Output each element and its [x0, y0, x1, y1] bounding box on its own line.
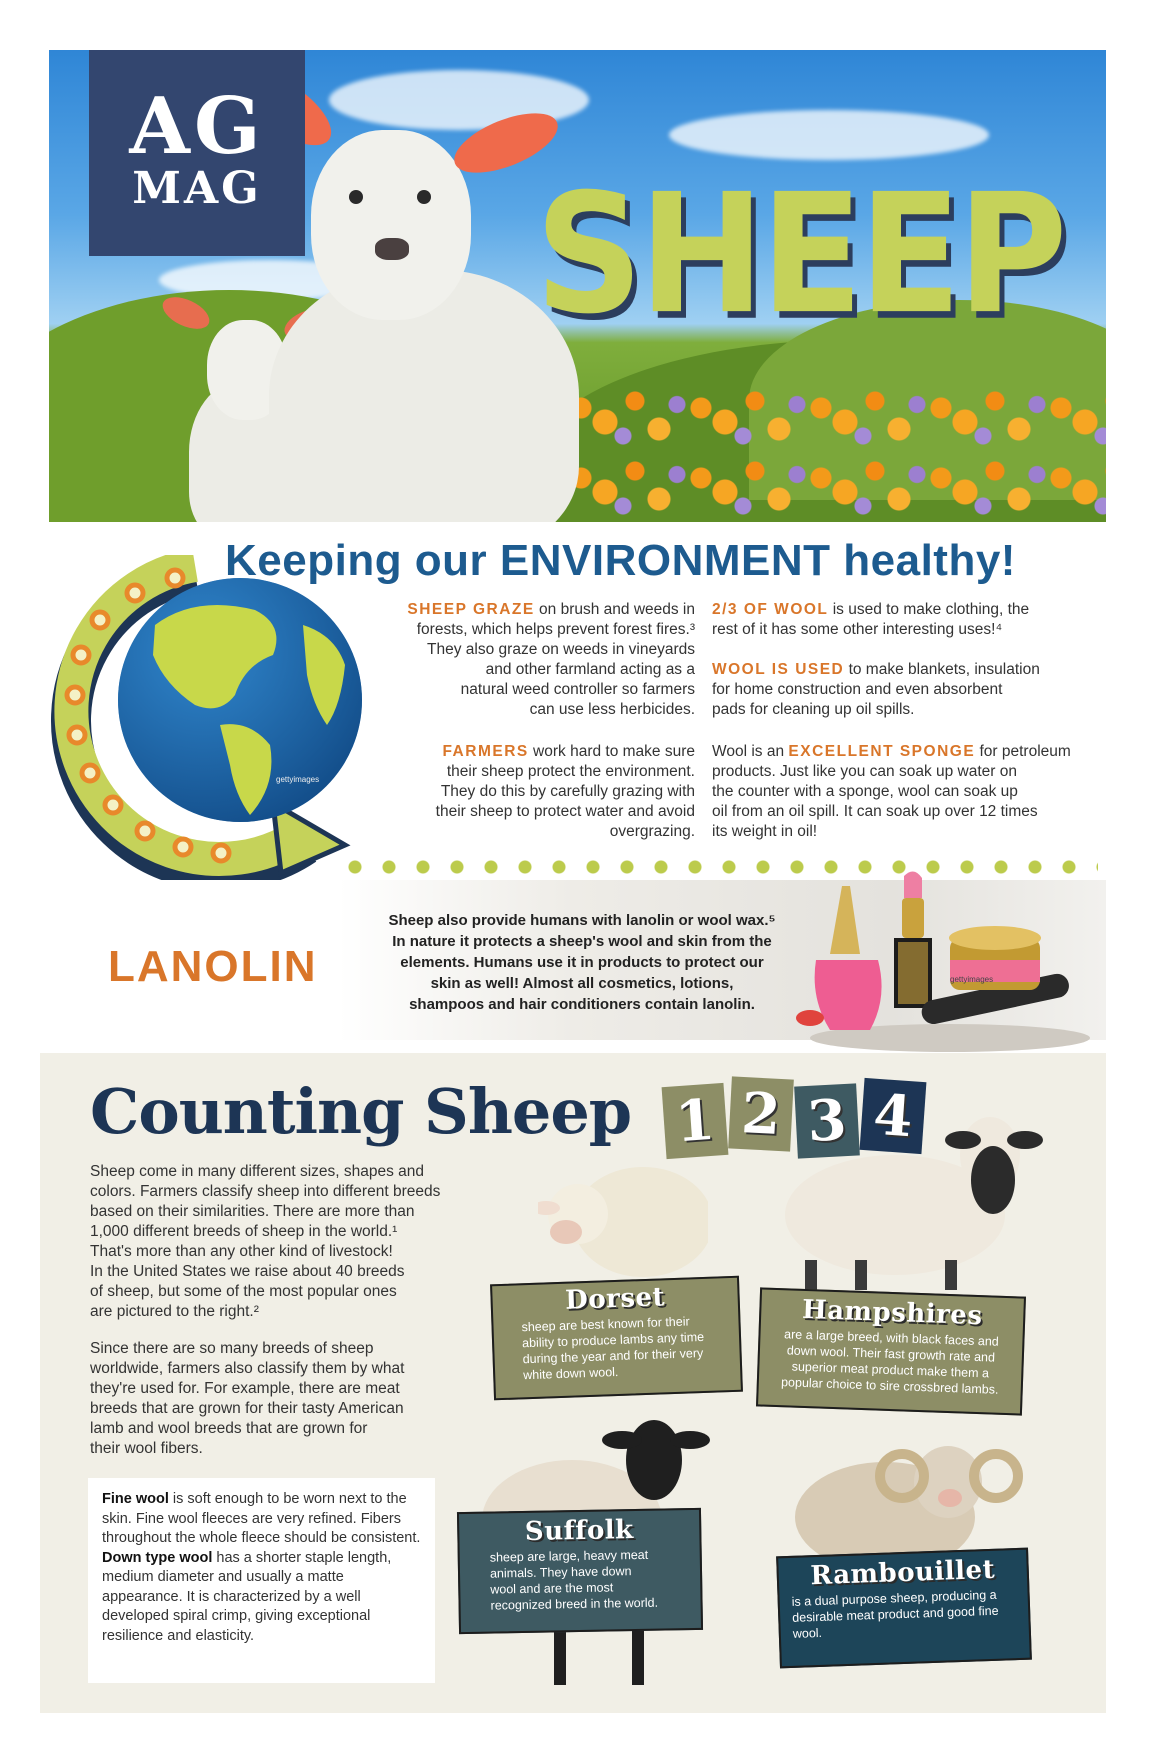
env-text: They do this by carefully grazing with [440, 783, 695, 800]
getty-credit: gettyimages [950, 975, 994, 984]
counting-text-line: 1,000 different breeds of sheep in the world.¹ [90, 1223, 398, 1240]
counting-paragraph-1 [90, 1162, 510, 1322]
down-wool-text [102, 1549, 421, 1647]
env-text: pads for cleaning up oil spills. [712, 701, 915, 718]
lanolin-heading: LANOLIN [108, 942, 318, 991]
env-text: for petroleum [975, 743, 1071, 760]
counting-text-line: lamb and wool breeds that are grown for [90, 1420, 368, 1437]
breed-card-rambouillet [776, 1548, 1032, 1669]
env-text: products. Just like you can soak up water on [712, 763, 1017, 780]
counting-text-line: That's more than any other kind of livestock! [90, 1243, 393, 1260]
ag-mag-logo [89, 50, 305, 256]
cloud [669, 110, 989, 160]
env-text: Wool is an [712, 743, 789, 760]
lanolin-text-line: Sheep also provide humans with lanolin or wool wax.⁵ [388, 912, 776, 929]
highlight-sheep-graze: SHEEP GRAZE [407, 601, 535, 618]
nail-polish-bottle-icon [815, 960, 882, 1030]
environment-heading: Keeping our ENVIRONMENT healthy! [225, 536, 1016, 585]
counting-text-line: colors. Farmers classify sheep into different breeds [90, 1183, 441, 1200]
nail-polish-cap-icon [830, 886, 860, 954]
env-text: overgrazing. [609, 823, 695, 840]
lipstick-tip-icon [796, 1010, 824, 1026]
counting-text-line: of sheep, but some of the most popular ones [90, 1283, 397, 1300]
env-paragraph-wool-used [712, 660, 1107, 720]
env-text: rest of it has some other interesting uses!⁴ [712, 621, 1003, 638]
breed-card-dorset [490, 1276, 743, 1401]
env-paragraph-two-thirds [712, 600, 1107, 640]
counting-text-line: their wool fibers. [90, 1440, 203, 1457]
env-paragraph-sponge [712, 742, 1112, 842]
env-paragraph-farmers [345, 742, 695, 842]
breed-desc-hampshires: are a large breed, with black faces and down wool. Their fast growth rate and superior meat product make them a popular choice to sire crossbred lambs. [780, 1327, 1000, 1397]
env-text: their sheep protect the environment. [446, 763, 695, 780]
highlight-two-thirds: 2/3 OF WOOL [712, 601, 829, 618]
env-text: their sheep to protect water and avoid [435, 803, 695, 820]
breed-name-rambouillet: Rambouillet [809, 1554, 996, 1592]
env-paragraph-graze [345, 600, 695, 720]
env-text: forests, which helps prevent forest fires.³ [416, 621, 695, 638]
breed-desc-suffolk: sheep are large, heavy meat animals. They have down wool and are the most recognized breed in the world. [489, 1547, 659, 1613]
down-wool-desc: has a shorter staple length, medium diameter and usually a matte appearance. It is characterized by a well developed spiral crimp, giving exceptional resilience and elasticity. [102, 1549, 392, 1644]
highlight-excellent-sponge: EXCELLENT SPONGE [788, 743, 976, 760]
breed-desc-rambouillet: is a dual purpose sheep, producing a desirable meat product and good fine wool. [791, 1587, 999, 1641]
lamb-eye [417, 190, 431, 204]
getty-credit: gettyimages [276, 775, 320, 784]
env-text: They also graze on weeds in vineyards [427, 641, 695, 658]
fine-wool-desc: is soft enough to be worn next to the skin. Fine wool fleeces are very refined. Fibers throughout the whole fleece should be consistent. [102, 1491, 421, 1546]
number-tile-1: 1 [662, 1083, 729, 1159]
lipstick-icon [904, 871, 922, 898]
counting-text-line: Sheep come in many different sizes, shapes and [90, 1163, 425, 1180]
counting-paragraph-2 [90, 1339, 510, 1459]
env-text: oil from an oil spill. It can soak up over 12 times [712, 803, 1038, 820]
wildflowers [569, 380, 1106, 522]
dorset-sheep-image [538, 1162, 708, 1282]
lipstick-case-icon [902, 898, 924, 938]
hero-banner [49, 50, 1106, 522]
logo-line-mag: MAG [132, 163, 262, 214]
highlight-wool-used: WOOL IS USED [712, 661, 845, 678]
lamb-eye [349, 190, 363, 204]
counting-text-line: worldwide, farmers also classify them by what [90, 1360, 405, 1377]
lanolin-text-line: shampoos and hair conditioners contain lanolin. [409, 996, 755, 1013]
env-text: to make blankets, insulation [844, 661, 1040, 678]
lanolin-text-line: In nature it protects a sheep's wool and skin from the [392, 933, 772, 950]
fine-wool-text [102, 1490, 421, 1549]
breed-name-dorset: Dorset [564, 1282, 666, 1316]
fine-wool-label: Fine wool [102, 1491, 169, 1507]
lanolin-text-line: elements. Humans use it in products to protect our [400, 954, 764, 971]
breed-card-hampshires [756, 1287, 1026, 1415]
breed-desc-dorset: sheep are best known for their ability to produce lambs any time during the year and for their very white down wool. [521, 1314, 705, 1383]
cosmetics-image [790, 868, 1090, 1058]
env-text: the counter with a sponge, wool can soak up [712, 783, 1018, 800]
breed-card-suffolk [457, 1508, 703, 1634]
env-text: and other farmland acting as a [485, 661, 695, 678]
lanolin-text-line: skin as well! Almost all cosmetics, lotions, [430, 975, 734, 992]
wool-types-box [88, 1478, 435, 1683]
hero-title: SHEEP [535, 159, 1064, 351]
lamb-large-head [311, 130, 471, 320]
logo-line-ag: AG [129, 81, 265, 172]
counting-text-line: are pictured to the right.² [90, 1303, 259, 1320]
env-text: work hard to make sure [528, 743, 695, 760]
env-text: for home construction and even absorbent [712, 681, 1003, 698]
down-wool-label: Down type wool [102, 1549, 213, 1566]
counting-text-line: based on their similarities. There are more than [90, 1203, 415, 1220]
env-text: natural weed controller so farmers [460, 681, 695, 698]
number-tile-3: 3 [794, 1083, 860, 1158]
counting-text-line: they're used for. For example, there are meat [90, 1380, 400, 1397]
highlight-farmers: FARMERS [442, 743, 529, 760]
env-text: its weight in oil! [712, 823, 818, 840]
counting-text-line: breeds that are grown for their tasty American [90, 1400, 404, 1417]
env-text: is used to make clothing, the [828, 601, 1030, 618]
counting-text-line: Since there are so many breeds of sheep [90, 1340, 374, 1357]
env-text: on brush and weeds in [534, 601, 695, 618]
number-tile-4: 4 [860, 1078, 927, 1154]
lamb-nose [375, 238, 409, 260]
counting-text-line: In the United States we raise about 40 breeds [90, 1263, 405, 1280]
counting-heading: Counting Sheep [90, 1075, 632, 1148]
number-tile-2: 2 [728, 1076, 794, 1151]
lanolin-paragraph [362, 910, 802, 1015]
breed-name-hampshires: Hampshires [801, 1294, 984, 1332]
globe-illustration [45, 555, 375, 885]
breed-name-suffolk: Suffolk [524, 1515, 634, 1547]
env-text: can use less herbicides. [529, 701, 695, 718]
hampshire-sheep-image [775, 1110, 1055, 1290]
